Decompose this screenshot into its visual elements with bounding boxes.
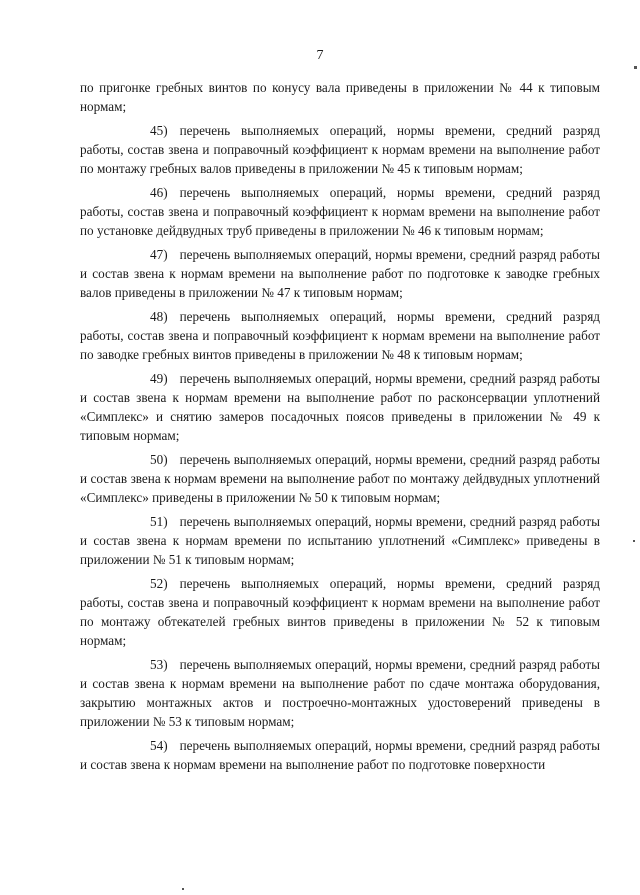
list-item-number: 52) [150,576,168,591]
list-item-number: 47) [150,247,168,262]
list-item-text: перечень выполняемых операций, нормы времени, средний разряд работы и состав звена к нормам времени по испытанию уплотнений «Симплекс» приведены в приложении № 51 к типовым нормам; [80,514,600,567]
list-item-text: перечень выполняемых операций, нормы времени, средний разряд работы, состав звена и поправочный коэффициент к нормам времени на выполнение работ по монтажу гребных валов приведены в приложении № 45 к типовым нормам; [80,123,600,176]
list-item-text: перечень выполняемых операций, нормы времени, средний разряд работы и состав звена к нормам времени на выполнение работ по расконсервации уплотнений «Симплекс» и снятию замеров посадочных поясов приведены в приложении № 49 к типовым нормам; [80,371,600,443]
list-item [80,121,600,178]
list-item [80,655,600,731]
list-item [80,736,600,774]
list-item [80,307,600,364]
document-body [80,78,600,774]
list-item-text: перечень выполняемых операций, нормы времени, средний разряд работы и состав звена к нормам времени на выполнение работ по монтажу дейдвудных уплотнений «Симплекс» приведены в приложении № 50 к типовым нормам; [80,452,600,505]
list-item-number: 53) [150,657,168,672]
list-item-number: 50) [150,452,168,467]
list-item-text: перечень выполняемых операций, нормы времени, средний разряд работы, состав звена и поправочный коэффициент к нормам времени на выполнение работ по монтажу обтекателей гребных винтов приведены в приложении № 52 к типовым нормам; [80,576,600,648]
scan-speck [633,540,635,542]
list-item [80,450,600,507]
list-item [80,574,600,650]
list-item [80,369,600,445]
list-item-text: перечень выполняемых операций, нормы времени, средний разряд работы и состав звена к нормам времени на выполнение работ по сдаче монтажа оборудования, закрытию монтажных актов и построечно-монтажных удостоверений приведены в приложении № 53 к типовым нормам; [80,657,600,729]
scan-speck [634,66,637,69]
list-item-number: 45) [150,123,168,138]
paragraph-continuation [80,78,600,116]
list-item-number: 51) [150,514,168,529]
page-number: 7 [316,48,324,63]
list-item-text: перечень выполняемых операций, нормы времени, средний разряд работы и состав звена к нормам времени на выполнение работ по подготовке к заводке гребных валов приведены в приложении № 47 к типовым нормам; [80,247,600,300]
list-item-number: 49) [150,371,168,386]
list-item-number: 48) [150,309,168,324]
list-item-text: перечень выполняемых операций, нормы времени, средний разряд работы, состав звена и поправочный коэффициент к нормам времени на выполнение работ по заводке гребных винтов приведены в приложении № 48 к типовым нормам; [80,309,600,362]
list-item [80,183,600,240]
paragraph-text: по пригонке гребных винтов по конусу вала приведены в приложении № 44 к типовым нормам; [80,80,600,114]
list-item [80,245,600,302]
scan-speck [182,888,184,890]
list-item [80,512,600,569]
list-item-number: 46) [150,185,168,200]
list-item-text: перечень выполняемых операций, нормы времени, средний разряд работы и состав звена к нормам времени на выполнение работ по подготовке поверхности [80,738,600,772]
list-item-number: 54) [150,738,168,753]
list-item-text: перечень выполняемых операций, нормы времени, средний разряд работы, состав звена и поправочный коэффициент к нормам времени на выполнение работ по установке дейдвудных труб приведены в приложении № 46 к типовым нормам; [80,185,600,238]
